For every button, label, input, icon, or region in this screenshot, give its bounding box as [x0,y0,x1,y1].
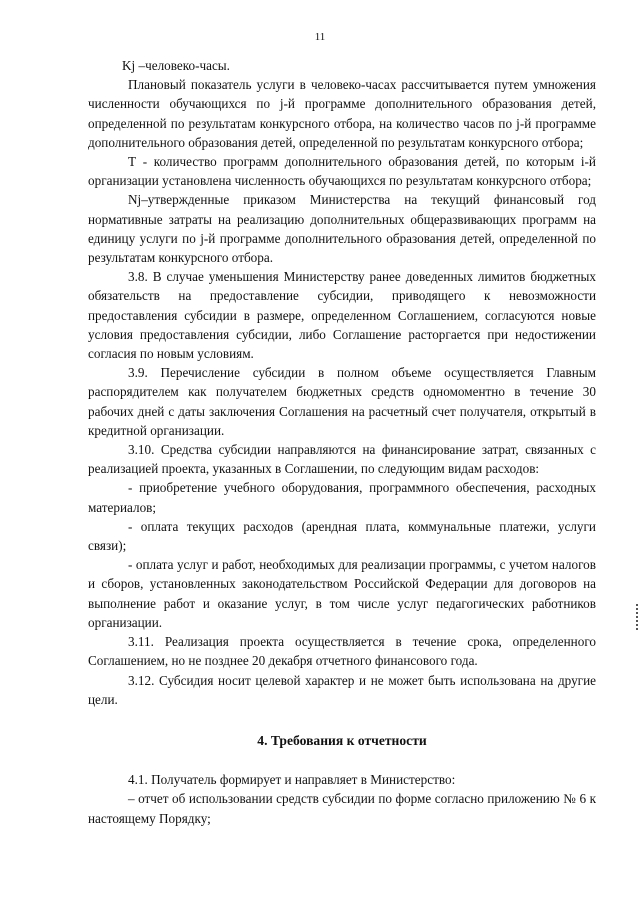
list-item-report: – отчет об использовании средств субсидии по форме согласно приложению № 6 к настоящему Порядку; [88,791,596,826]
list-item-services: - оплата услуг и работ, необходимых для реализации программы, с учетом налогов и сборов, установленных законодательством Российской Федерации для договоров на выполнение работ и оказание услуг, в том числе услуг педагогических работников организации. [88,557,596,630]
document-body [88,56,596,828]
list-item-equipment: - приобретение учебного оборудования, программного обеспечения, расходных материалов; [88,480,596,515]
paragraph-plan-indicator: Плановый показатель услуги в человеко-часах рассчитывается путем умножения численности обучающихся по j-й программе дополнительного образования детей, определенной по результатам конкурсного отбора, на количество часов по j-й программе дополнительного образования детей, определенной по результатам конкурсного отбора; [88,77,596,150]
paragraph-t-definition: Т - количество программ дополнительного образования детей, по которым i-й организации установлена численность обучающихся по результатам конкурсного отбора; [88,154,596,189]
list-item-current-expenses: - оплата текущих расходов (арендная плата, коммунальные платежи, услуги связи); [88,518,596,554]
paragraph-3-12: 3.12. Субсидия носит целевой характер и не может быть использована на другие цели. [88,672,596,707]
paragraph-kj-definition: Kj –человеко-часы. [122,58,230,73]
paragraph-nj-definition: Nj–утвержденные приказом Министерства на текущий финансовый год нормативные затраты на реализацию дополнительных общеразвивающих программ на единицу услуги по j-й программе дополнительного образования детей, определенной по результатам конкурсного отбора. [88,192,596,266]
paragraph-4-1: 4.1. Получатель формирует и направляет в Министерство: [128,772,456,788]
scan-edge-mark [636,604,640,630]
paragraph-3-11: 3.11. Реализация проекта осуществляется в течение срока, определенного Соглашением, но не позднее 20 декабря отчетного финансового года. [88,634,596,669]
paragraph-3-10: 3.10. Средства субсидии направляются на финансирование затрат, связанных с реализацией проекта, указанных в Соглашении, по следующим видам расходов: [88,442,596,477]
section-heading: 4. Требования к отчетности [257,732,427,748]
paragraph-3-9: 3.9. Перечисление субсидии в полном объеме осуществляется Главным распорядителем как получателем бюджетных средств одномоментно в течение 30 рабочих дней с даты заключения Соглашения на расчетный счет получателя, открытый в кредитной организации. [88,365,596,438]
paragraph-3-8: 3.8. В случае уменьшения Министерству ранее доведенных лимитов бюджетных обязательств на предоставление субсидии, приводящего к невозможности предоставления субсидии в размере, определенном Соглашением, согласуются новые условия предоставления субсидии, либо Соглашение расторгается при недостижении согласия по новым условиям. [88,269,596,362]
page-number: 11 [314,31,326,43]
